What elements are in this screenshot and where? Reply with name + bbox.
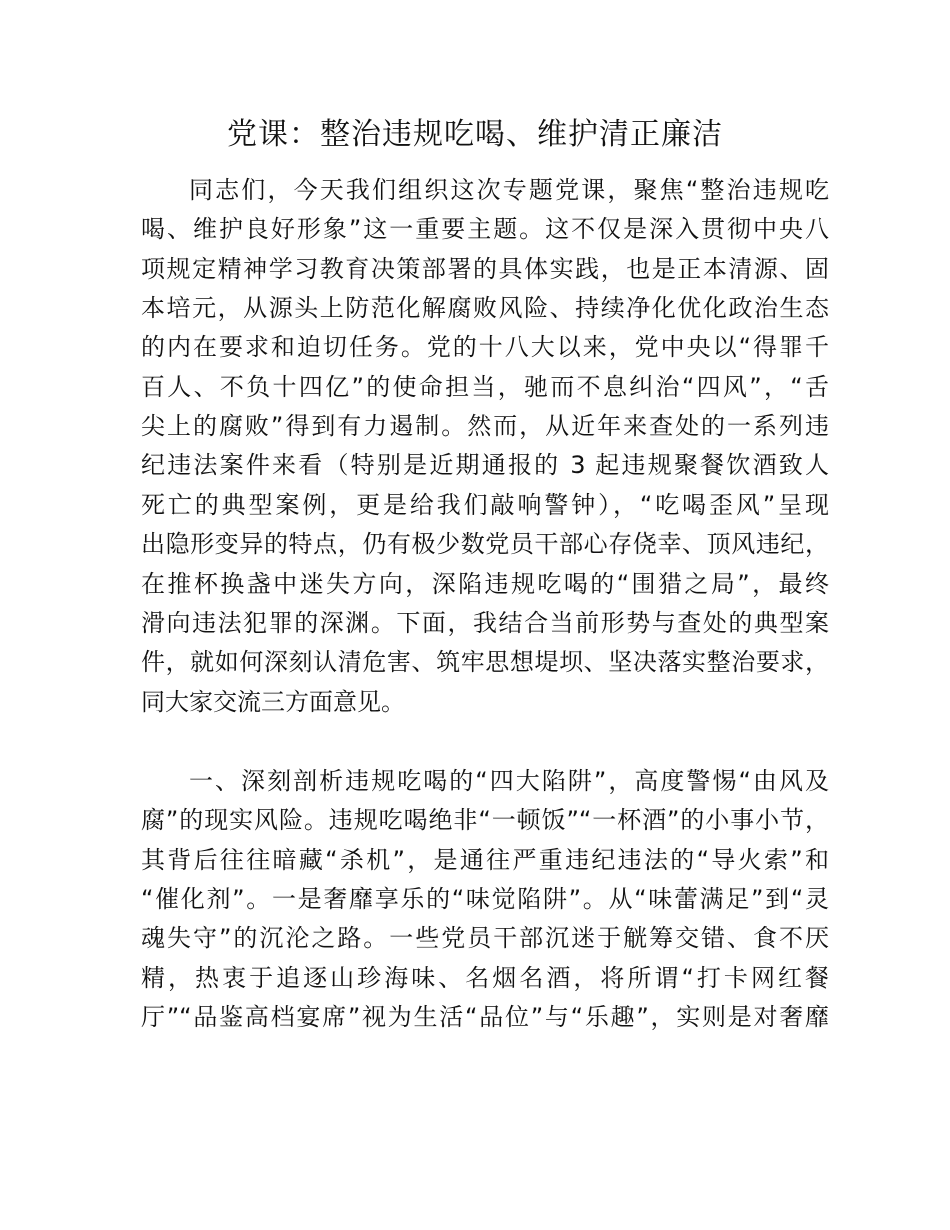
paragraph-line: 尖上的腐败”得到有力遏制。然而，从近年来查处的一系列违	[141, 412, 829, 441]
paragraph-line: 一、深刻剖析违规吃喝的“四大陷阱”，高度警惕“由风及	[189, 767, 829, 795]
paragraph-line: 其背后往往暗藏“杀机”，是通往严重违纪违法的“导火索”和	[141, 845, 829, 874]
paragraph-line: “催化剂”。一是奢靡享乐的“味觉陷阱”。从“味蕾满足”到“灵	[141, 885, 829, 914]
paragraph-line: 厅”“品鉴高档宴席”视为生活“品位”与“乐趣”，实则是对奢靡	[141, 1003, 829, 1032]
paragraph-line: 本培元，从源头上防范化解腐败风险、持续净化优化政治生态	[141, 294, 829, 323]
paragraph-line: 腐”的现实风险。违规吃喝绝非“一顿饭”“一杯酒”的小事小节，	[141, 806, 829, 835]
paragraph-line: 滑向违法犯罪的深渊。下面，我结合当前形势与查处的典型案	[141, 608, 829, 637]
paragraph-line: 同志们，今天我们组织这次专题党课，聚焦“整治违规吃	[189, 176, 829, 204]
paragraph-line: 件，就如何深刻认清危害、筑牢思想堤坝、坚决落实整治要求，	[141, 648, 829, 677]
paragraph-line: 同大家交流三方面意见。	[141, 687, 405, 716]
paragraph-line: 百人、不负十四亿”的使命担当，驰而不息纠治“四风”，“舌	[141, 372, 829, 401]
paragraph-line: 纪违法案件来看（特别是近期通报的 3 起违规聚餐饮酒致人	[141, 451, 829, 480]
paragraph-line: 的内在要求和迫切任务。党的十八大以来，党中央以“得罪千	[141, 333, 829, 362]
paragraph-line: 喝、维护良好形象”这一重要主题。这不仅是深入贯彻中央八	[141, 215, 829, 244]
paragraph-line: 死亡的典型案例，更是给我们敲响警钟），“吃喝歪风”呈现	[141, 490, 829, 519]
paragraph-line: 出隐形变异的特点，仍有极少数党员干部心存侥幸、顶风违纪，	[141, 530, 829, 559]
paragraph-line: 魂失守”的沉沦之路。一些党员干部沉迷于觥筹交错、食不厌	[141, 924, 829, 953]
document-title: 党课：整治违规吃喝、维护清正廉洁	[227, 117, 723, 152]
paragraph-line: 在推杯换盏中迷失方向，深陷违规吃喝的“围猎之局”，最终	[141, 569, 829, 598]
paragraph-line: 项规定精神学习教育决策部署的具体实践，也是正本清源、固	[141, 254, 829, 283]
paragraph-line: 精，热衷于追逐山珍海味、名烟名酒，将所谓“打卡网红餐	[141, 963, 829, 992]
